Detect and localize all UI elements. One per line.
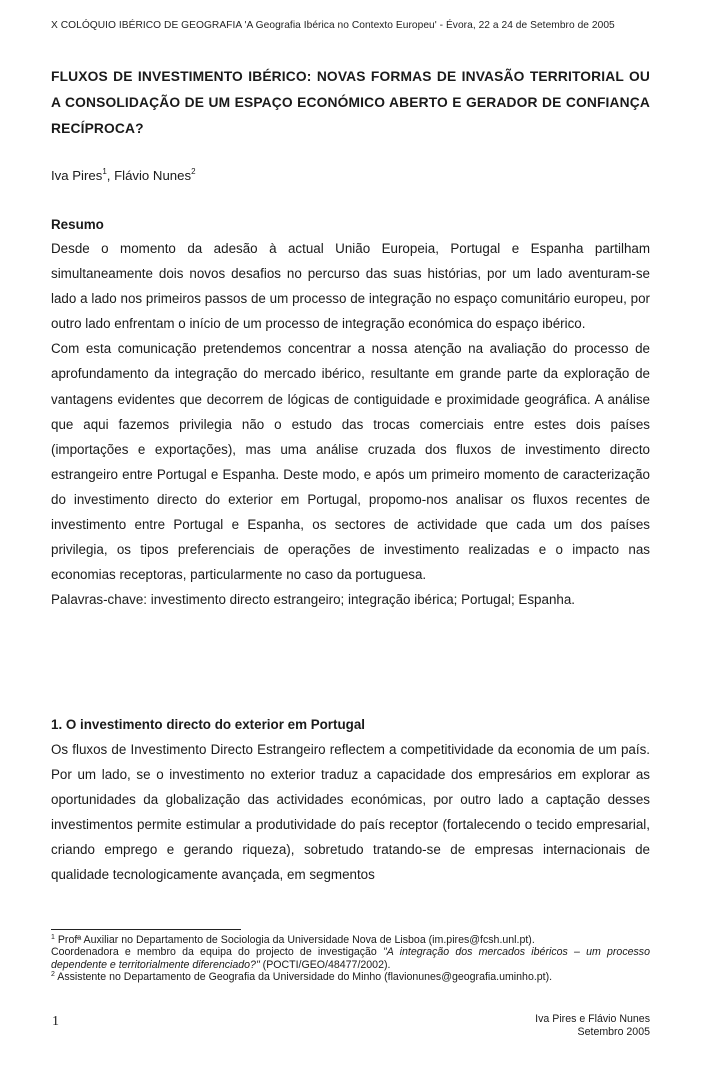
section-heading: 1. O investimento directo do exterior em Portugal [51,717,366,732]
project-title: "A integração dos mercados ibéricos – um processo dependente e territorialmente diferenciado?" [51,946,650,971]
footnote-mark: 2 [51,971,55,979]
footer-authors: Iva Pires e Flávio Nunes [535,1013,650,1025]
footnote-2 [51,971,650,983]
footer-date: Setembro 2005 [577,1025,650,1038]
author-name: Iva Pires [51,168,103,183]
footnote-text: Assistente no Departamento de Geografia da Universidade do Minho (flavionunes@geografia.uminho.pt). [54,971,553,984]
footnote-1-continued [51,946,650,971]
author-separator: , [106,168,115,183]
footnotes [51,934,650,984]
footnote-mark: 1 [51,934,55,941]
page-number: 1 [52,1014,59,1029]
author-name: Flávio Nunes [114,168,192,183]
abstract-body [51,236,650,612]
footnote-text: (POCTI/GEO/48477/2002). [259,958,391,971]
section-body [51,737,650,888]
abstract-paragraph: Com esta comunicação pretendemos concentrar a nossa atenção na avaliação do processo de aprofundamento da integração do mercado ibérico, resultante em grande parte da exploração de vantagens evidentes que decorrem de lógicas de contiguidade e proximidade geográfica. A análise que aqui fazemos privilegia não o estudo das trocas comerciais entre estes dois países (importações e exportações), mas uma análise cruzada dos fluxos de investimento directo estrangeiro entre Portugal e Espanha. Deste modo, e após um primeiro momento de caracterização do investimento directo do exterior em Portugal, propomo-nos analisar os fluxos recentes de investimento entre Portugal e Espanha, os sectores de actividade que cada um dos países privilegia, os tipos preferenciais de operações de investimento realizadas e o impacto nas economias receptoras, particularmente no caso da portuguesa. [51,341,650,583]
abstract-paragraph: Desde o momento da adesão à actual União Europeia, Portugal e Espanha partilham simultaneamente dois novos desafios no percurso das suas histórias, por um lado aventuram-se lado a lado nos primeiros passos de um processo de integração no espaço comunitário europeu, por outro lado enfrentam o início de um processo de integração económica do espaço ibérico. [51,241,650,332]
author-footnote-mark[interactable]: 2 [191,167,196,176]
abstract-heading: Resumo [51,217,104,232]
footnote-1 [51,934,650,946]
keywords: Palavras-chave: investimento directo estrangeiro; integração ibérica; Portugal; Espanha. [51,592,576,608]
footer-info [535,1013,650,1038]
footnote-divider [51,929,241,930]
author-footnote-mark[interactable]: 1 [102,167,107,176]
author-line [51,168,196,183]
footnote-text: Profª Auxiliar no Departamento de Sociologia da Universidade Nova de Lisboa (im.pires@fcsh.unl.pt). [54,934,535,946]
paper-title: FLUXOS DE INVESTIMENTO IBÉRICO: NOVAS FORMAS DE INVASÃO TERRITORIAL OU A CONSOLIDAÇÃO DE UM ESPAÇO ECONÓMICO ABERTO E GERADOR DE CONFIANÇA RECÍPROCA? [51,69,650,136]
section-paragraph: Os fluxos de Investimento Directo Estrangeiro reflectem a competitividade da economia de um país. Por um lado, se o investimento no exterior traduz a capacidade dos empresários em explorar as oportunidades da globalização das actividades económicas, por outro lado a captação desses investimentos permite estimular a produtividade do país receptor (fortalecendo o tecido empresarial, criando emprego e gerando riqueza), sobretudo tratando-se de empresas internacionais de qualidade tecnologicamente avançada, em segmentos [51,742,650,883]
running-header: X COLÓQUIO IBÉRICO DE GEOGRAFIA 'A Geografia Ibérica no Contexto Europeu' - Évora, 22 a 24 de Setembro de 2005 [51,20,615,31]
footnote-text: Coordenadora e membro da equipa do projecto de investigação [51,946,384,959]
